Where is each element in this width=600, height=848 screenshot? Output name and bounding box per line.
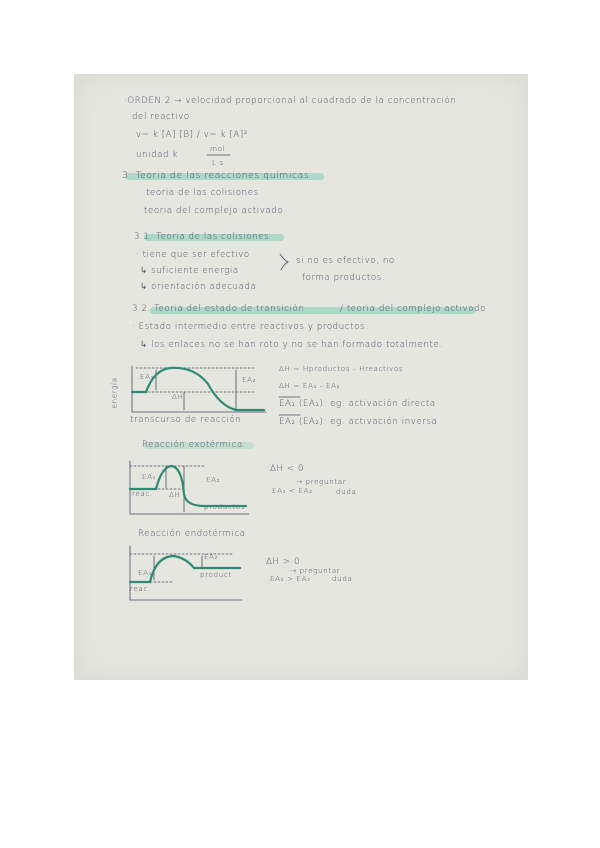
orden2-line-2: del reactivo (132, 112, 190, 122)
exo-ea1: EA₁ (142, 472, 157, 481)
units-label: unidad k (136, 150, 178, 160)
eq-ea2-inverse: EA₂ (EA₂): eg. activación inversa (279, 417, 438, 427)
orden2-line: ·ORDEN 2 → velocidad proporcional al cuadrado de la concentración (124, 96, 457, 106)
exo-title: Reacción exotérmica: (142, 440, 247, 450)
exo-note-dh: ΔH < 0 (270, 464, 305, 474)
exo-ea2: EA₂ (206, 475, 221, 484)
endo-title: Reacción endotérmica (138, 529, 246, 539)
effective-line: · tiene que ser efectivo (136, 250, 250, 260)
not-effective-line: si no es efectivo, no (296, 256, 395, 266)
eq-dh-products: ΔH = Hproductos - Hreactivos (279, 364, 404, 373)
intermediate-state: · Estado intermedio entre reactivos y productos. (132, 322, 369, 332)
eq-dh-ea: ΔH = EA₁ - EA₂ (279, 381, 341, 390)
exo-products: productos (204, 502, 246, 511)
theory-activated-complex: teoria del complejo activado (144, 206, 284, 216)
diagram1-ea2: EA₂ (242, 375, 257, 384)
bonds-line: ↳ los enlaces no se han roto y no se han formado totalmente. (140, 340, 443, 350)
diagram1-ylabel: energía (109, 377, 119, 409)
endo-note-ea: EA₁ > EA₂ (270, 574, 311, 583)
heading-3-2-a: 3.2. Teoria del estado de transición (132, 304, 305, 314)
diagram1-xlabel: transcurso de reacción (130, 415, 242, 425)
sketch-layer (74, 74, 528, 680)
exo-dh: ΔH (169, 490, 181, 499)
endo-ea1: EA₁ (138, 568, 153, 577)
rate-law: v= k [A] [B] / v= k [A]² (136, 130, 248, 140)
exo-note-ask: → preguntar (296, 477, 347, 486)
diagram1-dh: ΔH (172, 392, 184, 401)
diagram1-ea1: EA₁ (140, 372, 155, 381)
endo-note-dh: ΔH > 0 (266, 557, 301, 567)
units-denominator: L·s (212, 158, 224, 167)
heading-3: 3. Teoria de las reacciones químicas (122, 170, 310, 181)
no-products-line: forma productos. (302, 273, 386, 283)
exo-note-ea: EA₁ < EA₂ (272, 486, 313, 495)
endo-ea2: EA₂ (204, 552, 219, 561)
endo-products: product. (200, 570, 235, 579)
notebook-page (74, 74, 528, 680)
endo-note-ask: → preguntar (290, 566, 341, 575)
exo-note-doubt: duda (336, 487, 357, 496)
endo-reac: reac. (130, 584, 151, 593)
endo-note-doubt: duda (332, 574, 353, 583)
units-numerator: mol (210, 144, 226, 153)
heading-3-1: 3.1. Teoria de las colisiones (134, 232, 270, 242)
orientation-line: ↳ orientación adecuada (140, 282, 257, 292)
energy-line: ↳ suficiente energia (140, 266, 239, 276)
heading-3-2-b: / teoria del complejo activado (340, 304, 486, 314)
exo-reac: reac. (132, 489, 153, 498)
theory-collisions: teoria de las colisiones (146, 188, 259, 198)
eq-ea1-direct: EA₁ (EA₁): eg. activación directa (279, 399, 436, 409)
